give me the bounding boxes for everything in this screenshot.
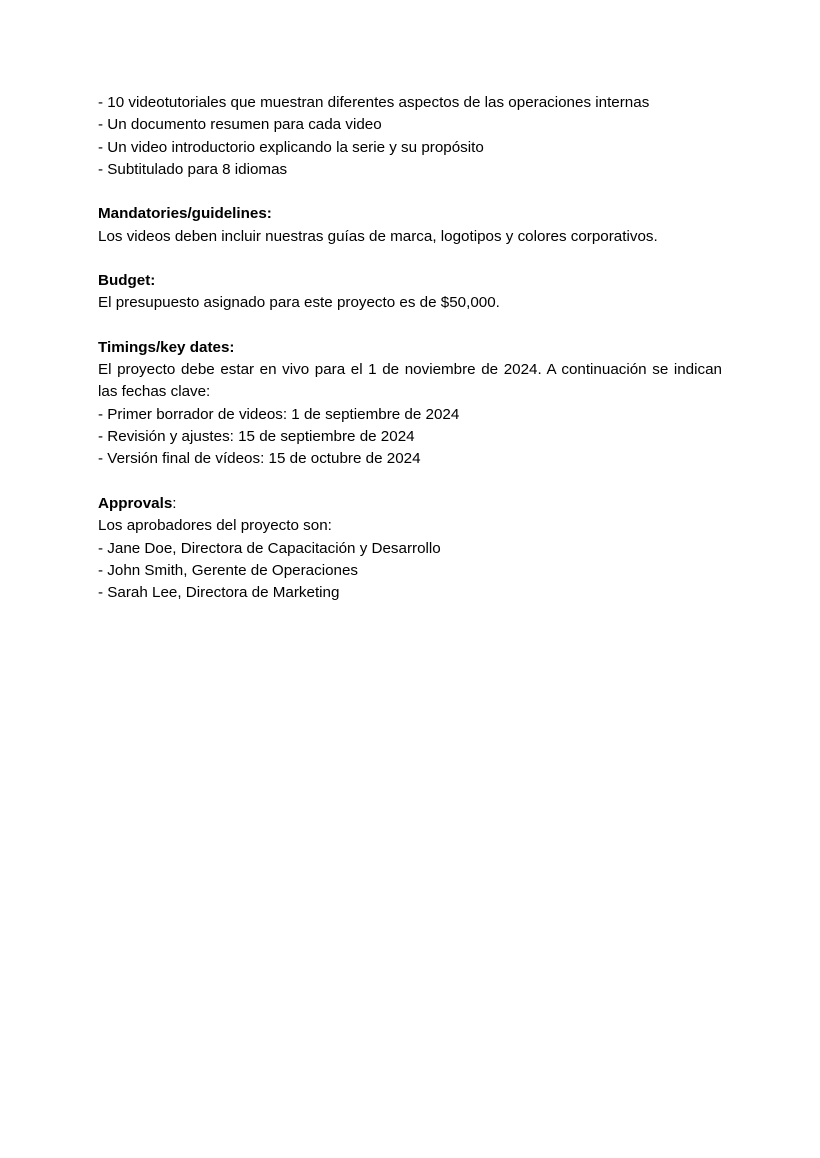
section-heading-text: Mandatories/guidelines:: [98, 205, 272, 223]
section-heading: [98, 337, 722, 359]
section-heading-text: Timings/key dates:: [98, 338, 235, 356]
section-paragraph: El proyecto debe estar en vivo para el 1 de noviembre de 2024. A continuación se indican las fechas clave:: [98, 361, 727, 401]
section-paragraph: Los aprobadores del proyecto son:: [98, 517, 332, 535]
section-approvals: [98, 493, 722, 605]
section-heading-text: Approvals: [98, 494, 173, 512]
list-item: - Primer borrador de videos: 1 de septiembre de 2024: [98, 405, 460, 423]
document-body: [98, 92, 727, 605]
section-heading-text: Budget:: [98, 272, 156, 290]
section-heading-suffix: :: [172, 494, 177, 512]
section-paragraph: Los videos deben incluir nuestras guías de marca, logotipos y colores corporativos.: [98, 227, 658, 245]
list-item: - Un video introductorio explicando la serie y su propósito: [98, 138, 484, 156]
section-spacer: [98, 248, 722, 270]
section-budget: [98, 270, 722, 315]
list-item: - Versión final de vídeos: 15 de octubre de 2024: [98, 450, 421, 468]
list-item: - Revisión y ajustes: 15 de septiembre de 2024: [98, 428, 415, 446]
section-spacer: [98, 315, 722, 337]
list-item: - Subtitulado para 8 idiomas: [98, 161, 288, 179]
section-timings: [98, 337, 727, 471]
section-heading: [98, 270, 722, 292]
deliverables-list: [98, 92, 722, 181]
list-item: - John Smith, Gerente de Operaciones: [98, 561, 359, 579]
section-heading: [98, 203, 722, 225]
list-item: - 10 videotutoriales que muestran diferentes aspectos de las operaciones internas: [98, 94, 650, 111]
section-spacer: [98, 471, 722, 493]
section-mandatories: [98, 203, 722, 248]
list-item: - Un documento resumen para cada video: [98, 116, 382, 134]
section-paragraph: El presupuesto asignado para este proyecto es de $50,000.: [98, 294, 500, 312]
section-spacer: [98, 181, 722, 203]
section-heading: [98, 493, 722, 515]
list-item: - Sarah Lee, Directora de Marketing: [98, 584, 340, 602]
list-item: - Jane Doe, Directora de Capacitación y Desarrollo: [98, 539, 441, 557]
